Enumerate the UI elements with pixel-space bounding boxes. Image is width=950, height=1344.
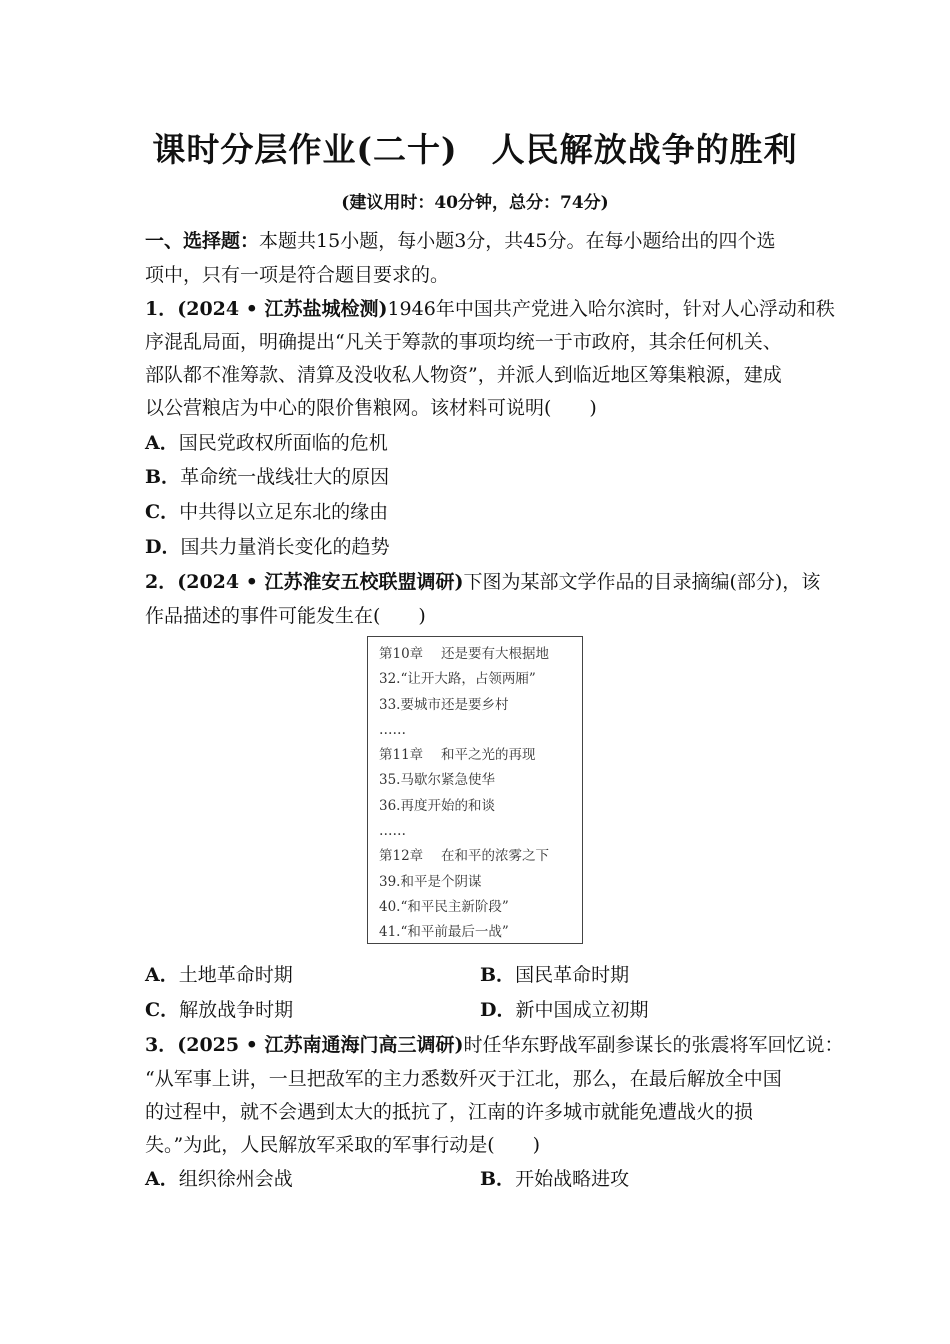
option-text: 新中国成立初期 — [515, 999, 649, 1021]
question-number: 1． — [145, 298, 178, 320]
section-heading: 一、选择题： — [145, 230, 260, 252]
question-source: (2025 • 江苏南通海门高三调研) — [177, 1034, 464, 1056]
option-text: 国民党政权所面临的危机 — [178, 432, 388, 454]
toc-entry: 32.“让开大路，占领两厢” — [379, 671, 536, 688]
option-text: 中共得以立足东北的缘由 — [179, 501, 389, 523]
option-text: 土地革命时期 — [178, 964, 293, 986]
option-key: B． — [480, 964, 516, 986]
option-key: B． — [480, 1168, 516, 1190]
toc-entry: 第12章 在和平的浓雾之下 — [379, 848, 549, 865]
time-and-score-note: (建议用时：40分钟，总分：74分) — [341, 193, 609, 213]
question-1-line2: 序混乱局面，明确提出“凡关于筹款的事项均统一于市政府，其余任何机关、 — [145, 331, 782, 353]
page-title: 课时分层作业(二十) 人民解放战争的胜利 — [152, 130, 798, 169]
question-number: 3． — [145, 1034, 178, 1056]
option-text: 组织徐州会战 — [178, 1168, 293, 1190]
question-2-option-d[interactable] — [480, 995, 649, 1022]
question-2-line1 — [145, 567, 820, 594]
section-intro-line1: 本题共15小题，每小题3分，共45分。在每小题给出的四个选 — [259, 230, 776, 252]
option-text: 国共力量消长变化的趋势 — [180, 536, 390, 558]
toc-entry: 33.要城市还是要乡村 — [379, 696, 509, 713]
question-1-line1 — [145, 294, 835, 321]
question-text: 下图为某部文学作品的目录摘编(部分)，该 — [463, 571, 821, 593]
question-3-option-a[interactable] — [145, 1164, 293, 1191]
option-key: D． — [480, 999, 516, 1021]
question-3-line2: “从军事上讲，一旦把敌军的主力悉数歼灭于江北，那么，在最后解放全中国 — [145, 1068, 782, 1090]
question-source: (2024 • 江苏盐城检测) — [177, 298, 388, 320]
question-3-option-b[interactable] — [480, 1164, 629, 1191]
question-2-line2: 作品描述的事件可能发生在( ) — [145, 605, 426, 627]
question-3-line4: 失。”为此，人民解放军采取的军事行动是( ) — [145, 1134, 541, 1156]
option-key: C． — [145, 501, 180, 523]
toc-entry: 第10章 还是要有大根据地 — [379, 646, 549, 662]
toc-entry: 第11章 和平之光的再现 — [379, 747, 536, 764]
question-2-option-c[interactable] — [145, 995, 293, 1022]
question-2-option-a[interactable] — [145, 960, 293, 987]
option-text: 开始战略进攻 — [515, 1168, 630, 1190]
toc-entry: 41.“和平前最后一战” — [379, 924, 509, 941]
table-of-contents-figure — [367, 636, 583, 944]
question-3-line1 — [145, 1030, 844, 1057]
question-1-option-c[interactable] — [145, 497, 388, 524]
option-text: 革命统一战线壮大的原因 — [180, 466, 390, 488]
toc-entry: …… — [379, 823, 406, 840]
question-text: 时任华东野战军副参谋长的张震将军回忆说： — [463, 1034, 844, 1056]
section-intro — [145, 226, 775, 253]
question-number: 2． — [145, 571, 178, 593]
question-3-line3: 的过程中，就不会遇到太大的抵抗了，江南的许多城市就能免遭战火的损 — [145, 1101, 754, 1123]
option-key: A． — [145, 432, 179, 454]
option-key: A． — [145, 964, 179, 986]
toc-entry: 36.再度开始的和谈 — [379, 797, 495, 814]
question-1-option-a[interactable] — [145, 428, 388, 455]
option-text: 国民革命时期 — [515, 964, 630, 986]
toc-entry: 39.和平是个阴谋 — [379, 873, 482, 890]
section-intro-line2: 项中，只有一项是符合题目要求的。 — [145, 264, 450, 286]
toc-entry: …… — [379, 721, 406, 738]
option-key: D． — [145, 536, 181, 558]
question-1-option-b[interactable] — [145, 462, 389, 489]
question-2-option-b[interactable] — [480, 960, 629, 987]
option-key: A． — [145, 1168, 179, 1190]
question-1-line3: 部队都不准筹款、清算及没收私人物资”，并派人到临近地区筹集粮源，建成 — [145, 364, 782, 386]
toc-entry: 40.“和平民主新阶段” — [379, 898, 509, 915]
question-source: (2024 • 江苏淮安五校联盟调研) — [177, 571, 464, 593]
option-key: B． — [145, 466, 181, 488]
question-text: 1946年中国共产党进入哈尔滨时，针对人心浮动和秩 — [387, 298, 835, 320]
option-text: 解放战争时期 — [179, 999, 294, 1021]
toc-entry: 35.马歇尔紧急使华 — [379, 772, 495, 789]
question-1-line4: 以公营粮店为中心的限价售粮网。该材料可说明( ) — [145, 397, 597, 419]
option-key: C． — [145, 999, 180, 1021]
question-1-option-d[interactable] — [145, 532, 390, 559]
